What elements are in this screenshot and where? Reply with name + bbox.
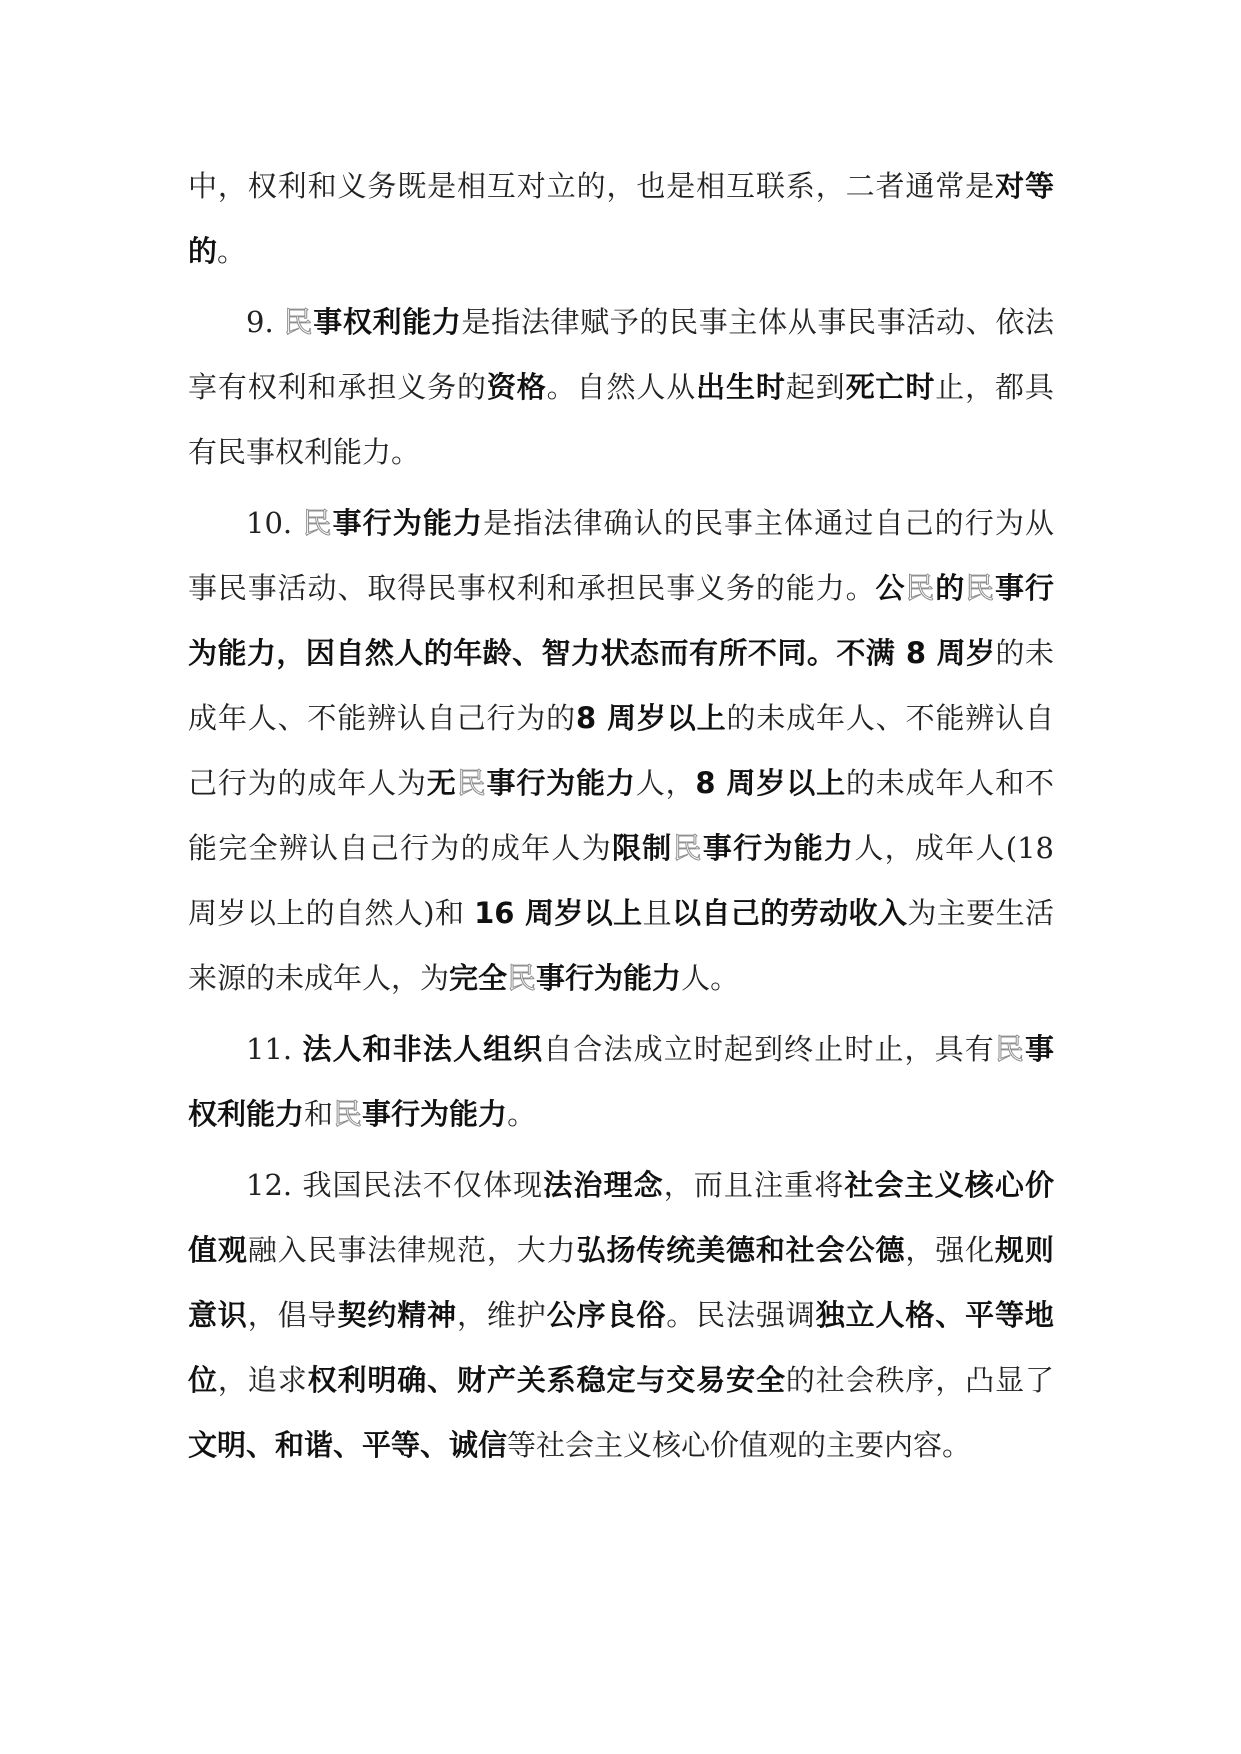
text-run: 起到 [785,370,846,404]
bold-text-run: 事行为能力 [362,1097,508,1131]
bold-text-run: 出生时 [696,370,786,404]
outlined-char: 民 [905,571,936,605]
bold-text-run: 规则意识 [188,1233,1054,1332]
text-run: ，而且注重将 [663,1168,845,1202]
text-run: 。自然人从 [546,370,697,404]
bold-text-run: 的 [935,571,966,605]
bold-text-run: 事行为能力 [486,766,636,800]
text-run: 融入民事法律规范，大力 [247,1233,577,1267]
text-run: 和 [304,1097,334,1131]
paragraph-3 [188,1017,1054,1147]
bold-text-run: 16 周岁以上 [474,896,643,930]
text-run: 等社会主义核心价值观的主要内容。 [507,1428,972,1462]
bold-text-run: 社会主义核心价值观 [188,1168,1054,1267]
text-run: ，倡导 [247,1298,338,1332]
text-run: ，追求 [217,1363,308,1397]
text-run: 。民法强调 [666,1298,816,1332]
bold-text-run: 公 [875,571,906,605]
paragraph-2 [188,491,1054,1011]
bold-text-run: 以自己的劳动收入 [672,896,908,930]
text-run: ，强化 [905,1233,996,1267]
paragraph-1 [188,290,1054,485]
bold-text-run: 事行为能力 [332,506,484,540]
outlined-char: 民 [507,961,537,995]
outlined-char: 民 [965,571,996,605]
bold-text-run: 契约精神 [337,1298,458,1332]
bold-text-run: 公序良俗 [546,1298,667,1332]
bold-text-run: 事行为能力 [536,961,682,995]
bold-text-run: 8 周岁以上 [695,766,846,800]
paragraph-0 [188,154,1054,284]
text-run: 中，权利和义务既是相互对立的，也是相互联系，二者通常是 [188,169,996,203]
bold-text-run: 事行为能力 [702,831,855,865]
document-page [188,154,1054,1484]
text-run: 是指法律确认的民事主体通过自己的行为从事民事活动、取得民事权利和承担民事义务的能力。 [188,506,1054,605]
outlined-char: 民 [994,1032,1025,1066]
outlined-char: 民 [333,1097,363,1131]
bold-text-run: 法治理念 [543,1168,664,1202]
bold-text-run: 权利明确、财产关系稳定与交易安全 [307,1363,786,1397]
text-run: 的未成年人、不能辨认自己行为的 [188,636,1054,735]
paragraph-4 [188,1153,1054,1478]
text-run: 自合法成立时起到终止时止，具有 [543,1032,995,1066]
bold-text-run: 弘扬传统美德和社会公德 [576,1233,906,1267]
text-run: 止，都具有民事权利能力。 [188,370,1054,469]
text-run: 。 [217,234,247,268]
text-run: 人。 [681,961,740,995]
text-run: ，维护 [457,1298,547,1332]
bold-text-run: 8 周岁以上 [576,701,727,735]
text-run: 10. [246,506,303,540]
text-run: 9. [246,305,284,339]
text-run: 人， [635,766,696,800]
text-run: 且 [642,896,673,930]
text-run: 11. [246,1032,303,1066]
text-run: 是指法律赋予的民事主体从事民事活动、依法享有权利和承担义务的 [188,305,1054,404]
bold-text-run: 事权利能力 [188,1032,1054,1131]
text-run: 为主要生活来源的未成年人，为 [188,896,1054,995]
text-run: 人，成年人(18 周岁以上的自然人)和 [188,831,1054,930]
bold-text-run: 事权利能力 [313,305,462,339]
bold-text-run: 事行为能力，因自然人的年龄、智力状态而有所不同。不满 8 周岁 [188,571,1054,670]
outlined-char: 民 [456,766,487,800]
text-run: 的社会秩序，凸显了 [785,1363,1054,1397]
text-run: 的未成年人、不能辨认自己行为的成年人为 [188,701,1054,800]
text-run: 12. 我国民法不仅体现 [246,1168,544,1202]
text-run: 的未成年人和不能完全辨认自己行为的成年人为 [188,766,1054,865]
text-run: 。 [507,1097,537,1131]
bold-text-run: 独立人格、平等地位 [188,1298,1054,1397]
outlined-char: 民 [283,305,314,339]
bold-text-run: 法人和非法人组织 [302,1032,544,1066]
outlined-char: 民 [672,831,703,865]
outlined-char: 民 [302,506,333,540]
bold-text-run: 对等的 [188,169,1054,268]
bold-text-run: 死亡时 [845,370,936,404]
bold-text-run: 无 [426,766,457,800]
bold-text-run: 资格 [486,370,547,404]
bold-text-run: 完全 [449,961,508,995]
bold-text-run: 文明、和谐、平等、诚信 [188,1428,508,1462]
bold-text-run: 限制 [612,831,673,865]
